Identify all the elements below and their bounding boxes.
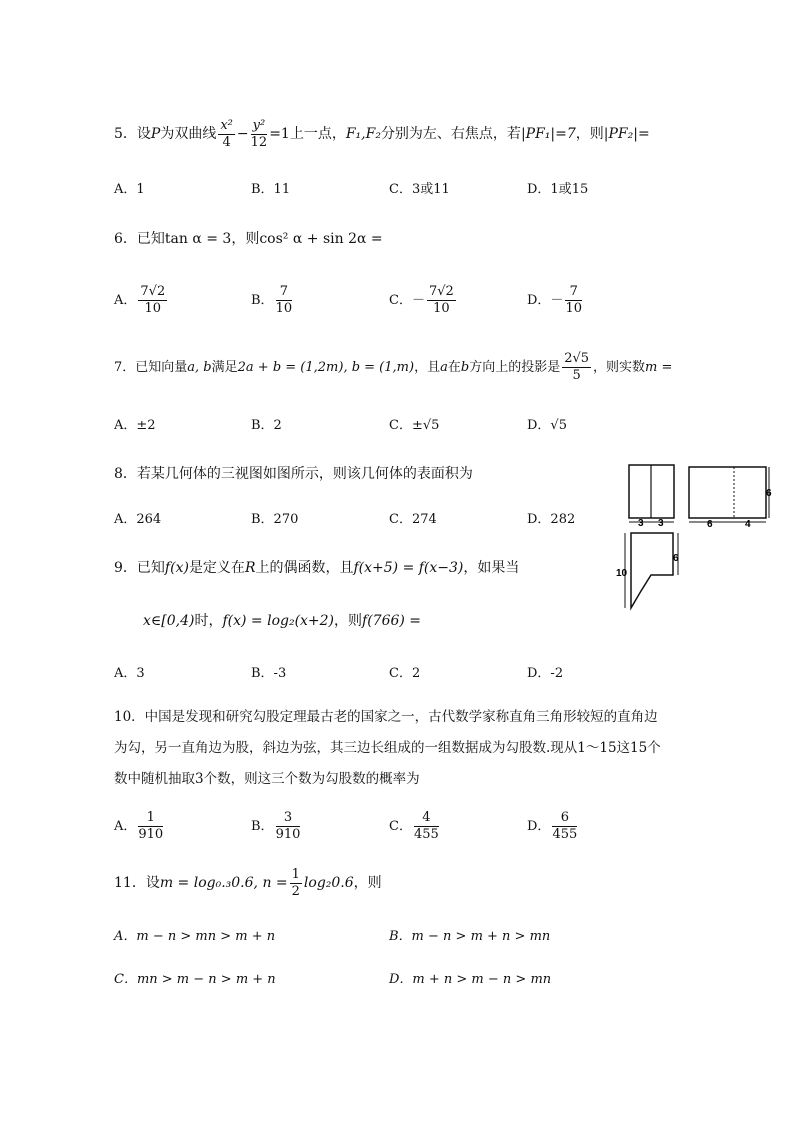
q6-option-d <box>527 284 584 317</box>
q7-m: m = <box>645 360 673 375</box>
q7-text-1: 7．已知向量 <box>114 360 188 375</box>
q6-a-den: 10 <box>144 301 162 316</box>
q10-c-den: 455 <box>413 827 439 842</box>
q9-definition: f(x) = log₂(x+2) <box>222 613 335 629</box>
q11-option-b: B．m − n > m + n > mn <box>389 929 551 944</box>
q10-line-1: 10．中国是发现和研究勾股定理最古老的国家之一，古代数学家称直角三角形较短的直角边 <box>114 709 658 725</box>
q8-option-c: C．274 <box>389 512 437 527</box>
q5-minus: − <box>236 126 249 142</box>
q10-d-frac <box>552 810 577 843</box>
q9-text-1: 9．已知 <box>114 560 165 576</box>
q10-b-label: B． <box>251 819 274 834</box>
q9-query: f(766) = <box>362 613 422 629</box>
q6-d-frac <box>565 284 582 317</box>
q5-option-c: C．3或11 <box>389 182 450 197</box>
q6-b-den: 10 <box>275 301 293 316</box>
q6-b-frac <box>276 284 293 317</box>
side-view-dim-h: 6 <box>766 488 772 499</box>
q7-condition: 2a + b = (1,2m), b = (1,m) <box>237 360 415 375</box>
q7-text-6: ，则实数 <box>593 360 646 375</box>
q11-text-2: ，则 <box>353 875 382 891</box>
q6-a-label: A． <box>114 293 137 308</box>
q9-stem-line-2 <box>143 611 421 631</box>
top-view-outline <box>631 533 673 608</box>
side-view-dim-b: 4 <box>745 519 751 530</box>
q11-option-a: A．m − n > mn > m + n <box>114 929 276 944</box>
q10-option-b <box>251 810 302 843</box>
q9-option-a: A．3 <box>114 666 145 681</box>
q8-option-a: A．264 <box>114 512 162 527</box>
q11-expr-2: log₂0.6 <box>303 875 354 891</box>
q11-expr-1: m = log₀.₃0.6, n = <box>159 875 288 891</box>
q9-text-3: 上的偶函数，且 <box>255 560 354 576</box>
q7-text-3: ，且 <box>414 360 441 375</box>
three-view-figure <box>610 458 780 618</box>
side-view <box>689 467 772 530</box>
q10-d-label: D． <box>527 819 551 834</box>
q5-frac-y-den: 12 <box>250 134 268 150</box>
q10-option-d <box>527 810 579 843</box>
q5-text-1: 设 <box>136 126 151 142</box>
q10-a-den: 910 <box>138 827 164 842</box>
q6-a-frac <box>138 284 167 317</box>
q10-option-a <box>114 810 165 843</box>
q7-vec-a: a <box>440 360 448 375</box>
q11-half <box>290 867 302 900</box>
q9-option-d: D．-2 <box>527 666 564 681</box>
q7-proj-num: 2√5 <box>564 351 590 366</box>
q5-frac-y-num: y² <box>252 117 266 133</box>
top-view <box>616 533 679 608</box>
q6-d-label: D．－ <box>527 293 564 308</box>
q6-d-den: 10 <box>565 301 582 316</box>
q10-c-label: C． <box>389 819 412 834</box>
q11-stem <box>114 863 382 903</box>
q6-stem: 6．已知tan α = 3，则cos² α + sin 2α = <box>114 231 383 247</box>
q5-text-3: =1上一点， <box>269 126 346 142</box>
side-view-outline <box>689 467 766 518</box>
front-view <box>629 465 674 529</box>
front-view-dim-b: 3 <box>658 518 664 529</box>
q6-c-label: C．－ <box>389 293 425 308</box>
q5-text-2: 为双曲线 <box>160 126 217 142</box>
q7-proj-den: 5 <box>572 368 581 383</box>
q6-option-b <box>251 284 294 317</box>
q9-option-c: C．2 <box>389 666 421 681</box>
q7-stem <box>114 348 672 388</box>
q10-a-label: A． <box>114 819 137 834</box>
q11-half-den: 2 <box>291 883 300 899</box>
q10-option-c <box>389 810 441 843</box>
q9-R: R <box>244 560 256 576</box>
front-view-dim-a: 3 <box>638 518 644 529</box>
q11-option-d: D．m + n > m − n > mn <box>389 972 552 987</box>
q6-b-num: 7 <box>276 284 293 301</box>
q6-c-num: 7√2 <box>428 284 454 299</box>
q6-d-num: 7 <box>565 284 582 301</box>
top-view-dim-h: 10 <box>616 568 628 579</box>
side-view-dim-a: 6 <box>707 519 713 530</box>
q9-fx: f(x) <box>164 560 189 576</box>
q11-text-1: 11．设 <box>114 875 160 891</box>
q9-condition: f(x+5) = f(x−3) <box>353 560 464 576</box>
q10-b-num: 3 <box>276 810 301 827</box>
q9-text-2: 是定义在 <box>188 560 245 576</box>
q10-a-num: 1 <box>138 810 163 827</box>
q8-stem: 8．若某几何体的三视图如图所示，则该几何体的表面积为 <box>114 466 473 482</box>
q7-option-c: C．±√5 <box>389 418 440 433</box>
q9-domain: x∈[0,4) <box>143 613 195 629</box>
q10-b-frac <box>276 810 301 843</box>
q8-option-d: D．282 <box>527 512 576 527</box>
q10-d-num: 6 <box>552 810 577 827</box>
q9-option-b: B．-3 <box>251 666 287 681</box>
q5-frac-y <box>251 118 268 151</box>
q6-c-den: 10 <box>433 301 450 316</box>
top-view-dim-h2: 6 <box>673 553 679 564</box>
q5-frac-x-den: 4 <box>222 134 231 150</box>
q10-a-frac <box>138 810 163 843</box>
q10-c-num: 4 <box>414 810 439 827</box>
q5-option-d: D．1或15 <box>527 182 589 197</box>
q5-foci: F₁,F₂ <box>345 126 381 142</box>
q6-option-a <box>114 284 169 317</box>
q7-vec-b: b <box>460 360 470 375</box>
q5-text-4: 分别为左、右焦点，若 <box>380 126 521 142</box>
q5-stem <box>114 114 650 154</box>
q6-b-label: B． <box>251 293 274 308</box>
q5-pf2: |PF₂|= <box>603 126 650 142</box>
q9-text-5: 时， <box>194 613 223 629</box>
q7-option-d: D．√5 <box>527 418 567 433</box>
q7-option-b: B．2 <box>251 418 282 433</box>
q7-text-2: 满足 <box>211 360 238 375</box>
q9-text-4: ，如果当 <box>463 560 520 576</box>
q5-number: 5． <box>114 126 137 142</box>
q11-option-c: C．mn > m − n > m + n <box>114 972 276 987</box>
q11-half-num: 1 <box>291 866 300 882</box>
q9-stem <box>114 558 519 578</box>
q7-option-a: A．±2 <box>114 418 156 433</box>
q10-d-den: 455 <box>552 827 578 842</box>
q5-point-p: P <box>150 126 161 142</box>
q6-a-num: 7√2 <box>140 284 166 299</box>
q8-option-b: B．270 <box>251 512 299 527</box>
q6-option-c <box>389 284 458 317</box>
q5-frac-x-num: x² <box>220 117 233 133</box>
q10-c-frac <box>414 810 439 843</box>
q5-text-5: ，则 <box>575 126 604 142</box>
q7-proj-frac <box>562 351 591 384</box>
q5-option-a: A．1 <box>114 182 145 197</box>
q7-text-4: 在 <box>447 360 461 375</box>
q10-line-2: 为勾，另一直角边为股，斜边为弦，其三边长组成的一组数据成为勾股数.现从1～15这15个 <box>114 740 661 756</box>
q6-c-frac <box>427 284 456 317</box>
q10-b-den: 910 <box>275 827 301 842</box>
q7-vectors: a, b <box>187 360 212 375</box>
q5-frac-x <box>218 118 235 151</box>
q7-text-5: 方向上的投影是 <box>469 360 561 375</box>
q5-pf1: |PF₁|=7 <box>520 126 576 142</box>
q9-text-6: ，则 <box>334 613 363 629</box>
q5-option-b: B．11 <box>251 182 291 197</box>
q10-line-3: 数中随机抽取3个数，则这三个数为勾股数的概率为 <box>114 771 420 787</box>
